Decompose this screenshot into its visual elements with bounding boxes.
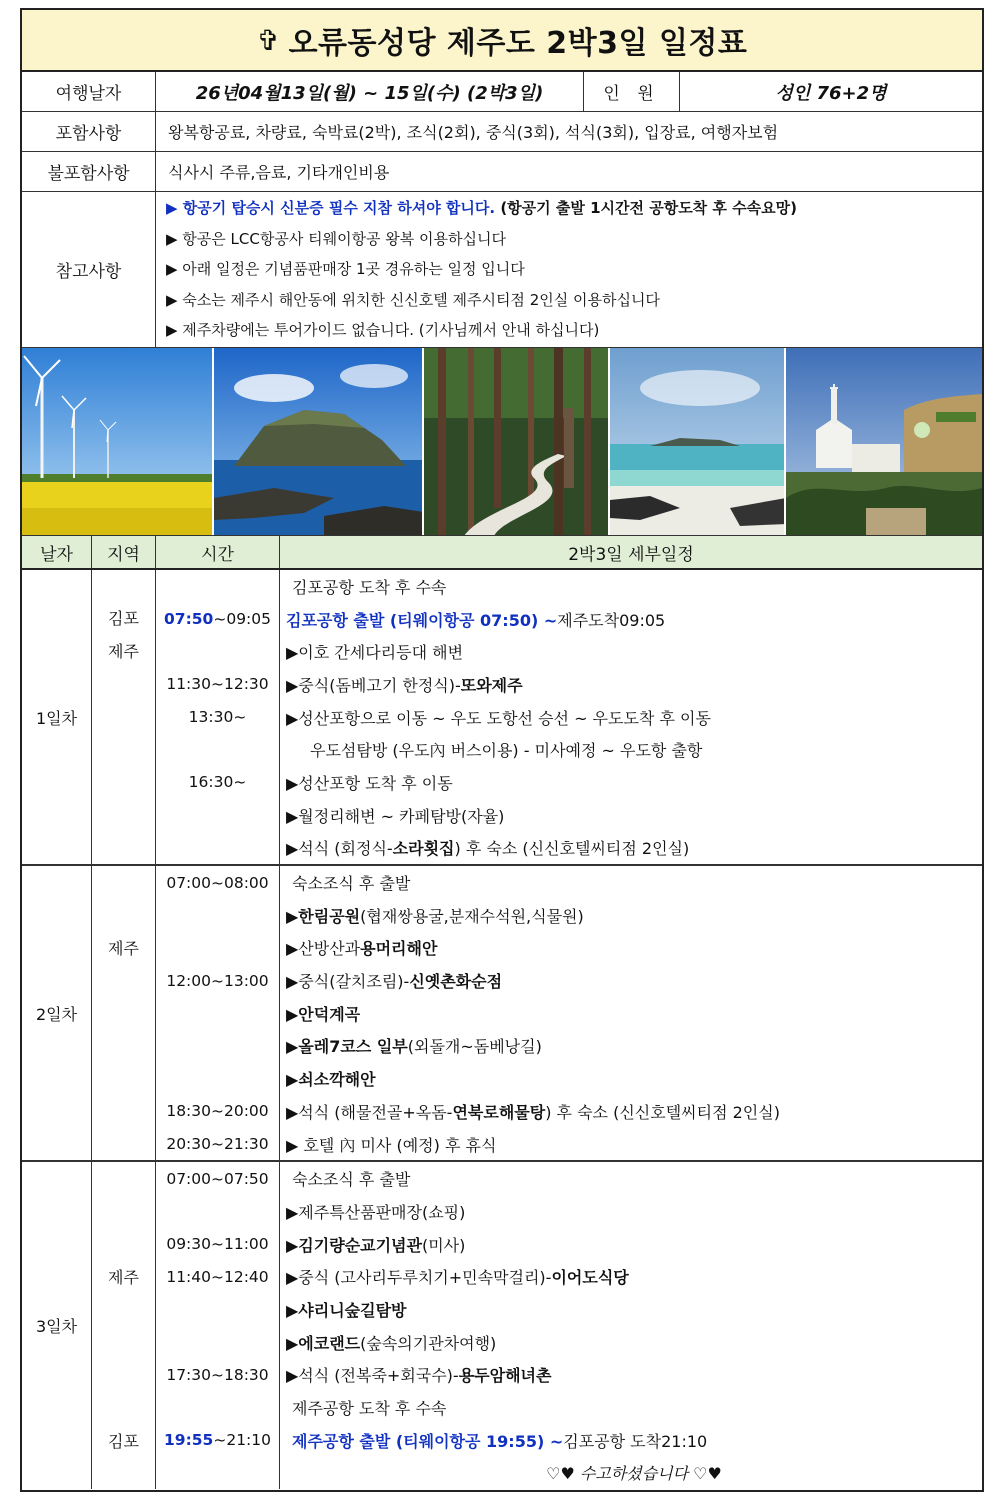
exclude-value: 식사시 주류,음료, 기타개인비용 bbox=[168, 163, 390, 182]
detail-line: ▶월정리해변 ~ 카페탐방(자율) bbox=[286, 806, 505, 826]
detail-line: ▶ 호텔 內 미사 (예정) 후 휴식 bbox=[286, 1135, 497, 1155]
detail-line: ▶성산포항 도착 후 이동 bbox=[286, 773, 453, 793]
day-label: 1일차 bbox=[22, 570, 92, 864]
place-name: ▶에코랜드 bbox=[286, 1333, 361, 1353]
detail-line bbox=[280, 1228, 982, 1261]
detail-text: (숲속의기관차여행) bbox=[360, 1333, 497, 1353]
detail-text: ▶석식 (회정식- bbox=[286, 839, 393, 859]
notes-row bbox=[22, 192, 982, 348]
time-slot: 09:30~11:00 bbox=[166, 1235, 269, 1254]
detail-text: ) 후 숙소 (신신호텔씨티점 2인실) bbox=[545, 1102, 780, 1122]
time-slot bbox=[156, 1391, 279, 1424]
detail-line bbox=[280, 668, 982, 701]
detail-line bbox=[280, 1326, 982, 1359]
date-label: 여행날자 bbox=[22, 72, 156, 111]
detail-text: ) 후 숙소 (신신호텔씨티점 2인실) bbox=[454, 839, 690, 859]
region-cell bbox=[92, 1162, 156, 1489]
region-jeju: 제주 bbox=[108, 939, 139, 959]
note-item: ▶ 항공은 LCC항공사 티웨이항공 왕복 이용하십니다 bbox=[166, 229, 506, 248]
time-slot: 13:30~ bbox=[188, 708, 247, 727]
time-slot bbox=[156, 1457, 279, 1490]
note-highlight: ▶ 항공기 탑승시 신분증 필수 지참 하셔야 합니다. bbox=[166, 199, 496, 218]
detail-line: ▶성산포항으로 이동 ~ 우도 도항선 승선 ~ 우도도착 후 이동 bbox=[286, 708, 711, 728]
time-cell bbox=[156, 1162, 280, 1489]
include-value: 왕복항공료, 차량료, 숙박료(2박), 조식(2회), 중식(3회), 석식(3회), 입장료, 여행자보험 bbox=[168, 123, 779, 142]
time-slot bbox=[156, 1195, 279, 1228]
place-name: ▶한림공원 bbox=[286, 906, 361, 926]
region-jeju: 제주 bbox=[108, 642, 139, 661]
flight-text: 제주공항 출발 (티웨이항공 19:55) ~ bbox=[292, 1431, 564, 1451]
notes-list bbox=[156, 192, 982, 347]
date-value: 26년04월13일(월) ~ 15일(수) (2박3일) bbox=[156, 72, 584, 111]
restaurant-name: 신옛촌화순점 bbox=[409, 972, 503, 992]
day3-block bbox=[22, 1162, 982, 1489]
time-slot bbox=[156, 832, 279, 865]
day-label: 3일차 bbox=[22, 1162, 92, 1489]
detail-line bbox=[280, 1424, 982, 1457]
seongsan-ilchulbong-photo bbox=[214, 348, 424, 535]
time-slot bbox=[156, 932, 279, 965]
title-text: 오류동성당 제주도 2박3일 일정표 bbox=[288, 26, 748, 61]
time-slot bbox=[156, 1062, 279, 1095]
time-slot bbox=[156, 799, 279, 832]
note-text: (항공기 출발 1시간전 공항도착 후 수속요망) bbox=[495, 199, 797, 218]
time-slot: 12:00~13:00 bbox=[166, 971, 269, 990]
forest-path-image bbox=[424, 348, 610, 535]
detail-text: ▶산방산과 bbox=[286, 939, 361, 959]
note-item: ▶ 아래 일정은 기념품판매장 1곳 경유하는 일정 입니다 bbox=[166, 260, 525, 279]
forest-path-photo bbox=[424, 348, 610, 535]
note-item: ▶ 숙소는 제주시 해안동에 위치한 신신호텔 제주시티점 2인실 이용하십니다 bbox=[166, 290, 660, 309]
restaurant-name: 연북로해물탕 bbox=[452, 1102, 546, 1122]
time-slot: 20:30~21:30 bbox=[166, 1135, 269, 1154]
itinerary-page bbox=[20, 8, 984, 1492]
closing-message: ♡♥ 수고하셨습니다 ♡♥ bbox=[546, 1464, 722, 1484]
time-slot bbox=[156, 635, 279, 668]
restaurant-name: 용두암해녀촌 bbox=[458, 1366, 552, 1386]
detail-line bbox=[280, 603, 982, 636]
detail-cell bbox=[280, 1162, 982, 1489]
detail-text: (미사) bbox=[421, 1235, 466, 1255]
detail-line bbox=[280, 1260, 982, 1293]
notes-label: 참고사항 bbox=[22, 192, 156, 347]
time-depart: 19:55 bbox=[164, 1431, 214, 1450]
detail-line bbox=[280, 1095, 982, 1128]
detail-line: ▶쇠소깍해안 bbox=[286, 1070, 376, 1090]
day1-block bbox=[22, 570, 982, 866]
time-slot: 17:30~18:30 bbox=[166, 1365, 269, 1384]
exclude-label: 불포함사항 bbox=[22, 152, 156, 191]
place-name: ▶올레7코스 일부 bbox=[286, 1037, 408, 1057]
include-label: 포함사항 bbox=[22, 112, 156, 151]
time-slot bbox=[156, 1030, 279, 1063]
detail-line bbox=[280, 832, 982, 865]
seongsan-image bbox=[214, 348, 424, 535]
time-cell bbox=[156, 570, 280, 864]
cross-icon: ✞ bbox=[256, 23, 281, 57]
schedule-header bbox=[22, 536, 982, 570]
time-slot: 16:30~ bbox=[188, 773, 247, 792]
detail-line: ▶안덕계곡 bbox=[286, 1004, 361, 1024]
windmill-canola-image bbox=[22, 348, 214, 535]
flight-text: 김포공항 출발 (티웨이항공 07:50) ~ bbox=[286, 610, 558, 630]
arrival-text: 제주도착09:05 bbox=[557, 610, 666, 630]
detail-line bbox=[280, 899, 982, 932]
day2-block bbox=[22, 866, 982, 1162]
windmill-canola-photo bbox=[22, 348, 214, 535]
day-label: 2일차 bbox=[22, 866, 92, 1160]
time-slot bbox=[156, 570, 279, 603]
time-slot bbox=[156, 1293, 279, 1326]
detail-line: ▶제주특산품판매장(쇼핑) bbox=[286, 1202, 466, 1222]
detail-text: (협재쌍용굴,분재수석원,식물원) bbox=[360, 906, 584, 926]
detail-text: ▶석식 (전복죽+회국수)- bbox=[286, 1366, 459, 1386]
time-slot bbox=[156, 1424, 279, 1457]
photo-strip bbox=[22, 348, 982, 536]
detail-line bbox=[280, 1359, 982, 1392]
detail-text: ▶중식(돔베고기 한정식)- bbox=[286, 675, 461, 695]
people-label: 인 원 bbox=[584, 72, 680, 111]
church-photo bbox=[786, 348, 982, 535]
time-arrive: ~21:10 bbox=[213, 1431, 271, 1450]
region-jeju: 제주 bbox=[108, 1268, 139, 1288]
detail-line bbox=[280, 932, 982, 965]
detail-line: 숙소조식 후 출발 bbox=[292, 874, 411, 894]
detail-cell bbox=[280, 866, 982, 1160]
time-slot: 07:00~08:00 bbox=[166, 873, 269, 892]
beach-image bbox=[610, 348, 786, 535]
time-slot: 18:30~20:00 bbox=[166, 1102, 269, 1121]
travel-date-row bbox=[22, 72, 982, 112]
time-slot bbox=[156, 997, 279, 1030]
detail-cell bbox=[280, 570, 982, 864]
region-gimpo: 김포 bbox=[108, 1432, 139, 1452]
note-item: ▶ 제주차량에는 투어가이드 없습니다. (기사님께서 안내 하십니다) bbox=[166, 321, 600, 340]
exclude-row bbox=[22, 152, 982, 192]
time-slot: 11:30~12:30 bbox=[166, 675, 269, 694]
detail-line: 김포공항 도착 후 수속 bbox=[292, 577, 447, 597]
header-region: 지역 bbox=[92, 536, 156, 568]
header-day: 날자 bbox=[22, 536, 92, 568]
church-image bbox=[786, 348, 982, 535]
detail-text: ▶중식 (고사리두루치기+민속막걸리)- bbox=[286, 1268, 552, 1288]
time-slot bbox=[156, 603, 279, 636]
restaurant-name: 소라횟집 bbox=[392, 839, 455, 859]
page-title bbox=[22, 10, 982, 72]
detail-line bbox=[280, 1030, 982, 1063]
restaurant-name: 이어도식당 bbox=[551, 1268, 629, 1288]
detail-line: 제주공항 도착 후 수속 bbox=[292, 1399, 447, 1419]
time-slot: 11:40~12:40 bbox=[166, 1267, 269, 1286]
time-cell bbox=[156, 866, 280, 1160]
time-slot bbox=[156, 733, 279, 766]
detail-line bbox=[280, 964, 982, 997]
time-arrive: ~09:05 bbox=[213, 610, 271, 629]
detail-text: ▶중식(갈치조림)- bbox=[286, 972, 410, 992]
arrival-text: 김포공항 도착21:10 bbox=[563, 1431, 708, 1451]
time-slot: 07:00~07:50 bbox=[166, 1169, 269, 1188]
detail-text: (외돌개~돔베낭길) bbox=[407, 1037, 542, 1057]
place-name: ▶김기량순교기념관 bbox=[286, 1235, 422, 1255]
note-item bbox=[166, 193, 797, 224]
header-time: 시간 bbox=[156, 536, 280, 568]
time-slot bbox=[156, 899, 279, 932]
region-gimpo: 김포 bbox=[108, 609, 139, 628]
people-value: 성인 76+2명 bbox=[775, 82, 887, 104]
region-cell bbox=[92, 866, 156, 1160]
include-row bbox=[22, 112, 982, 152]
region-cell bbox=[92, 570, 156, 864]
header-detail: 2박3일 세부일정 bbox=[568, 544, 694, 565]
detail-line: ▶이호 간세다리등대 해변 bbox=[286, 643, 464, 663]
beach-photo bbox=[610, 348, 786, 535]
detail-line: 우도섬탐방 (우도內 버스이용) - 미사예정 ~ 우도항 출항 bbox=[310, 741, 703, 761]
restaurant-name: 또와제주 bbox=[460, 675, 523, 695]
time-depart: 07:50 bbox=[164, 610, 214, 629]
time-slot bbox=[156, 1326, 279, 1359]
detail-line: ▶샤리니숲길탐방 bbox=[286, 1300, 407, 1320]
detail-text: ▶석식 (해물전골+옥돔- bbox=[286, 1102, 453, 1122]
place-name: 용머리해안 bbox=[360, 939, 438, 959]
detail-line: 숙소조식 후 출발 bbox=[292, 1170, 411, 1190]
